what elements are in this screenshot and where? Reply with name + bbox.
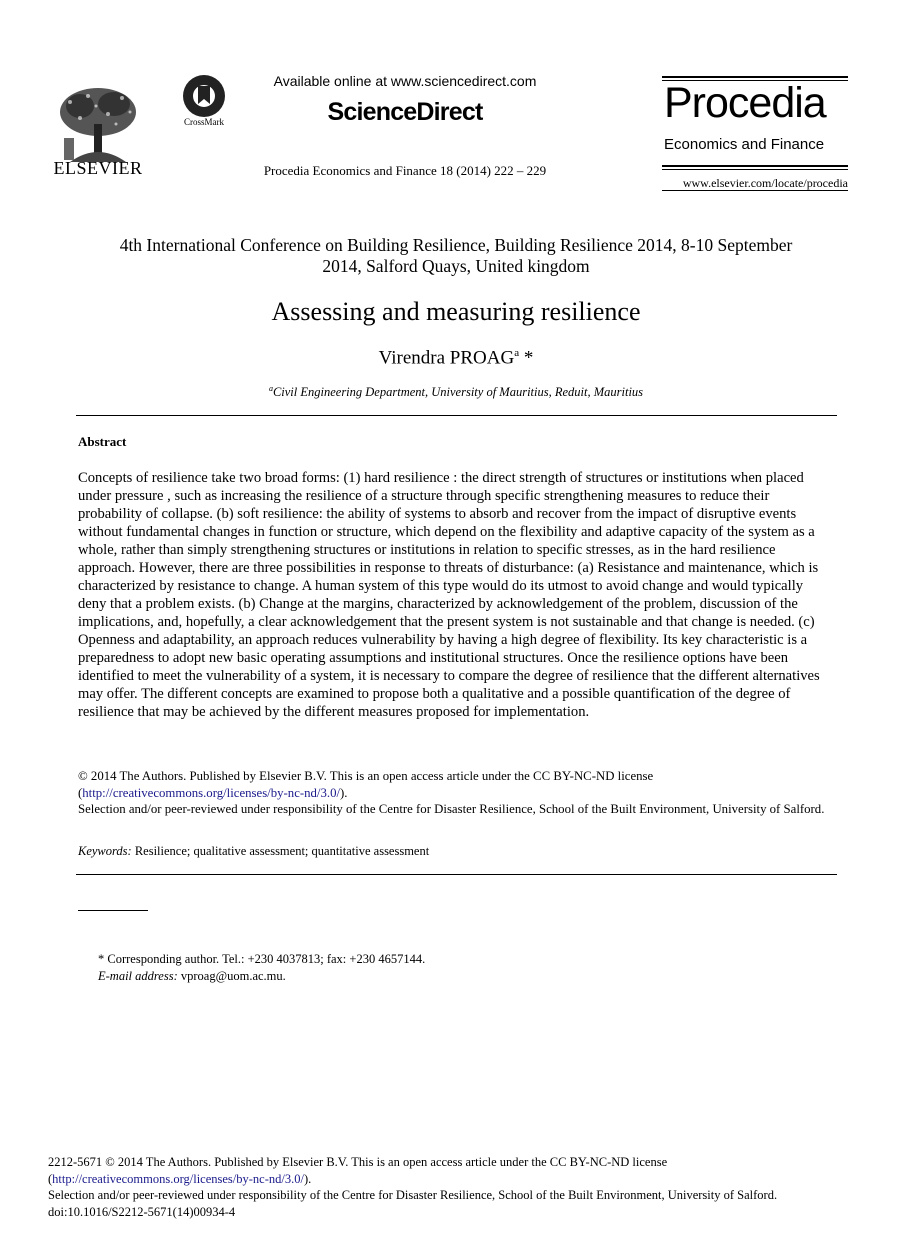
license-link[interactable]: http://creativecommons.org/licenses/by-nc-nd/3.0/ (82, 785, 341, 800)
procedia-rule-top (662, 76, 848, 78)
review-line: Selection and/or peer-reviewed under responsibility of the Centre for Disaster Resilience, School of the Built Environment, University of Salford. (78, 802, 825, 816)
doi[interactable]: doi:10.1016/S2212-5671(14)00934-4 (48, 1204, 236, 1219)
conference-line-2: 2014, Salford Quays, United kingdom (322, 256, 590, 276)
author-name: Virendra PROAG (378, 347, 515, 369)
crossmark-label: CrossMark (184, 117, 224, 127)
procedia-rule-mid-thin (662, 169, 848, 170)
email-line (98, 968, 425, 985)
divider-top (76, 415, 837, 416)
abstract-heading: Abstract (78, 434, 127, 449)
affiliation (70, 384, 842, 400)
affiliation-mark: a (268, 384, 273, 393)
bottom-review-line: Selection and/or peer-reviewed under responsibility of the Centre for Disaster Resilience, School of the Built Environment, University of Salford. (48, 1188, 778, 1202)
procedia-rule-bottom (662, 190, 848, 191)
paper-title: Assessing and measuring resilience (271, 297, 641, 326)
sciencedirect-wordmark[interactable]: ScienceDirect (327, 98, 483, 126)
journal-reference: Procedia Economics and Finance 18 (2014) 222 – 229 (263, 163, 547, 178)
corresponding-mark: * (519, 347, 534, 369)
bottom-license-line: (http://creativecommons.org/licenses/by-nc-nd/3.0/). (48, 1171, 312, 1186)
author-line (70, 347, 842, 369)
email-address[interactable]: vproag@uom.ac.mu. (177, 968, 286, 983)
abstract-body: Concepts of resilience take two broad forms: (1) hard resilience : the direct strength of structures or institutions when placed under pressure , such as increasing the resilience of a structure through specific strengthening measures to reduce their probability of collapse. (b) soft resilience: the ability of systems to absorb and recover from the impact of disruptive events without fundamental changes in function or structure, which depend on the flexibility and adaptive capacity of the system as a whole, rather than simply strengthening structures or institutions in relation to specific stresses, as in the hard resilience approach. However, there are three possibilities in response to threats of disturbance: (a) Resistance and maintenance, which is characterized by resistance to change. A human system of this type would do its utmost to avoid change and would typically deny that a problem exists. (b) Change at the margins, characterized by acknowledgement of the problem, discussion of the implications, and, hopefully, a clear acknowledgement that the present system is not sustainable and that change is needed. (c) Openness and adaptability, an approach reduces vulnerability by having a high degree of flexibility. Its key characteristic is a preparedness to adopt new basic operating assumptions and institutional structures. Once the resilience options have been identified to meet the vulnerability of a system, it is necessary to compare the degree of resilience that the different alternatives may offer. The different concepts are examined to propose both a qualitative and a possible quantification of the degree of resilience that may be achieved by the different measures proposed for implementation. (78, 470, 820, 720)
available-online-text: Available online at www.sciencedirect.com (273, 73, 537, 89)
author-affiliation-mark: a (514, 347, 520, 359)
bottom-license-link[interactable]: http://creativecommons.org/licenses/by-nc-nd/3.0/ (52, 1171, 304, 1186)
procedia-url-link[interactable]: www.elsevier.com/locate/procedia (682, 176, 848, 190)
issn-copyright-line: 2212-5671 © 2014 The Authors. Published by Elsevier B.V. This is an open access article under the CC BY-NC-ND license (48, 1155, 668, 1169)
corresponding-author-note: * Corresponding author. Tel.: +230 4037813; fax: +230 4657144. (98, 952, 426, 966)
keywords-text: Resilience; qualitative assessment; quantitative assessment (131, 844, 430, 858)
license-line: (http://creativecommons.org/licenses/by-nc-nd/3.0/). (78, 785, 348, 800)
keywords (78, 844, 429, 859)
elsevier-wordmark: ELSEVIER (53, 158, 143, 178)
conference-line-1: 4th International Conference on Building Resilience, Building Resilience 2014, 8-10 September (119, 235, 793, 255)
procedia-title: Procedia (664, 79, 826, 127)
conference-info (70, 235, 842, 277)
procedia-subtitle: Economics and Finance (664, 136, 825, 153)
affiliation-text: Civil Engineering Department, University of Mauritius, Reduit, Mauritius (272, 385, 644, 400)
footnote (98, 951, 425, 984)
email-label: E-mail address: (98, 968, 178, 983)
divider-bottom (76, 874, 837, 875)
procedia-rule-mid (662, 165, 848, 167)
bottom-license-block (48, 1154, 868, 1220)
copyright-block (78, 768, 838, 818)
copyright-line: © 2014 The Authors. Published by Elsevier B.V. This is an open access article under the CC BY-NC-ND license (78, 769, 654, 783)
footnote-rule (78, 910, 148, 911)
keywords-label: Keywords: (78, 844, 132, 858)
